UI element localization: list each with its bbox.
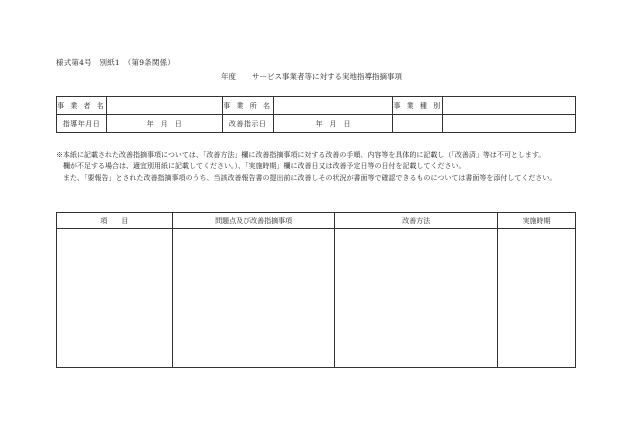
business-info-table <box>56 96 576 133</box>
document-title <box>221 71 402 82</box>
column-header-issues: 問題点及び改善指摘事項 <box>172 213 335 229</box>
inspection-date-label: 指導年月日 <box>57 115 107 133</box>
title-text: サービス事業者等に対する実地指導指摘事項 <box>252 72 402 81</box>
issues-field[interactable] <box>172 229 335 368</box>
note-line: ※本紙に記載された改善指摘事項については、「改善方法」欄に改善指摘事項に対する改善の手順、内容等を具体的に記載し（「改善済」等は不可とします。 <box>56 151 546 159</box>
business-type-label: 事 業 種 別 <box>393 97 443 115</box>
office-name-label: 事 業 所 名 <box>222 97 273 115</box>
info-row-2 <box>57 115 576 133</box>
method-field[interactable] <box>335 229 498 368</box>
column-header-item: 項 目 <box>57 213 173 229</box>
item-field[interactable] <box>57 229 173 368</box>
column-header-period: 実施時期 <box>498 213 576 229</box>
business-type-field[interactable] <box>443 97 576 115</box>
title-year: 年度 <box>221 72 236 81</box>
empty-cell[interactable] <box>393 115 443 133</box>
items-entry-row <box>57 229 576 368</box>
info-row-1 <box>57 97 576 115</box>
column-header-method: 改善方法 <box>335 213 498 229</box>
notes <box>56 150 578 184</box>
inspection-date-field[interactable]: 年 月 日 <box>106 115 222 133</box>
improvement-date-label: 改善指示日 <box>222 115 273 133</box>
improvement-items-table <box>56 212 576 368</box>
improvement-date-field[interactable]: 年 月 日 <box>273 115 393 133</box>
business-name-label: 事 業 者 名 <box>57 97 107 115</box>
office-name-field[interactable] <box>273 97 393 115</box>
items-header-row <box>57 213 576 229</box>
note-line: 欄が不足する場合は、適宜別用紙に記載してください。）、「実施時期」欄に改善日又は改善予定日等の日付を記載してください。 <box>56 162 466 171</box>
period-field[interactable] <box>498 229 576 368</box>
empty-cell[interactable] <box>443 115 576 133</box>
business-name-field[interactable] <box>106 97 222 115</box>
note-line: また、「要報告」とされた改善指摘事項のうち、当該改善報告書の提出前に改善しその状況が書面等で確認できるものについては書面等を添付してください。 <box>56 173 557 182</box>
form-id: 様式第4号 別紙1 （第9条関係） <box>56 58 175 67</box>
